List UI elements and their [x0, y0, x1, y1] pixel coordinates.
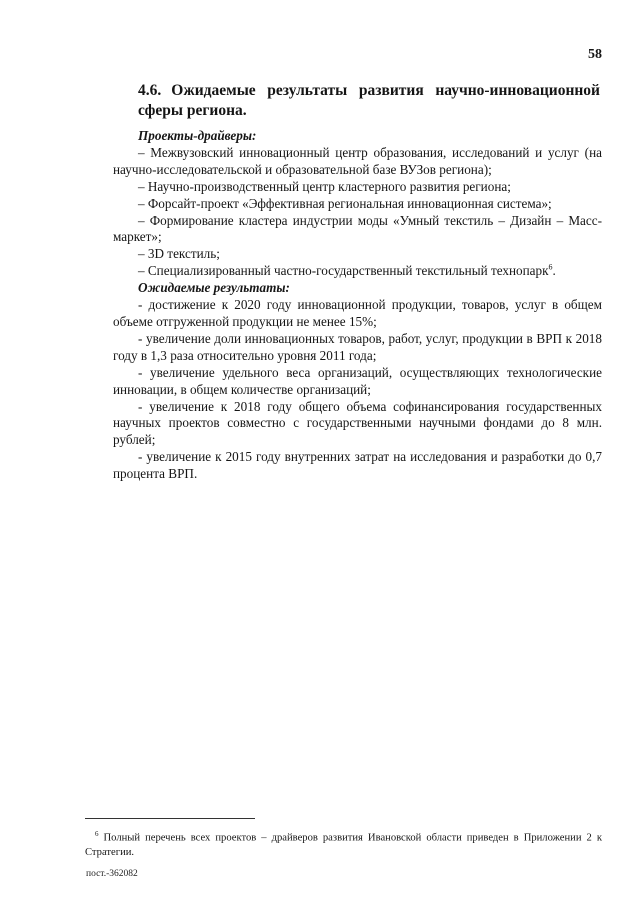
result-item: - увеличение удельного веса организаций, осуществляющих технологические инновации, в общем количестве организаций; — [113, 364, 602, 397]
driver-item: – Научно-производственный центр кластерного развития региона; — [138, 178, 511, 194]
section-title: Ожидаемые результаты развития научно-инновационной сферы региона. — [138, 82, 600, 119]
section-content — [113, 128, 602, 483]
driver-item: – Межвузовский инновационный центр образования, исследований и услуг (на научно-исследовательской и образовательной базе ВУЗов региона); — [113, 144, 602, 177]
driver-item: – Форсайт-проект «Эффективная региональная инновационная система»; — [138, 195, 552, 211]
result-item: - увеличение к 2015 году внутренних затрат на исследования и разработки до 0,7 процента ВРП. — [113, 449, 602, 482]
footnote-divider — [85, 818, 255, 819]
document-stamp: пост.-362082 — [86, 869, 138, 879]
result-item: - увеличение доли инновационных товаров, работ, услуг, продукции в ВРП к 2018 году в 1,3 раза относительно уровня 2011 года; — [113, 330, 602, 363]
footnote — [85, 827, 602, 860]
driver-item-text: – Специализированный частно-государственный текстильный технопарк — [138, 263, 549, 279]
result-item: - увеличение к 2018 году общего объема софинансирования государственных научных проектов совместно с государственными научными фондами до 8 млн. рублей; — [113, 398, 602, 448]
footnote-text: Полный перечень всех проектов – драйверов развития Ивановской области приведен в Приложении 2 к Стратегии. — [85, 832, 602, 858]
result-item: - достижение к 2020 году инновационной продукции, товаров, услуг в общем объеме отгруженной продукции не менее 15%; — [113, 297, 602, 329]
results-subheading: Ожидаемые результаты: — [138, 280, 290, 296]
footnote-reference: 6 — [548, 262, 553, 272]
driver-item-technopark: – Специализированный частно-государственный текстильный технопарк$^6$. — [138, 262, 556, 279]
driver-item: – Формирование кластера индустрии моды «Умный текстиль – Дизайн – Масс-маркет»; — [113, 212, 602, 245]
section-number: 4.6. — [138, 82, 162, 99]
drivers-subheading: Проекты-драйверы: — [138, 128, 257, 143]
page-number: 58 — [588, 47, 602, 62]
section-heading — [138, 81, 600, 121]
footnote-mark: 6 — [95, 830, 99, 838]
driver-item: – 3D текстиль; — [138, 246, 220, 262]
